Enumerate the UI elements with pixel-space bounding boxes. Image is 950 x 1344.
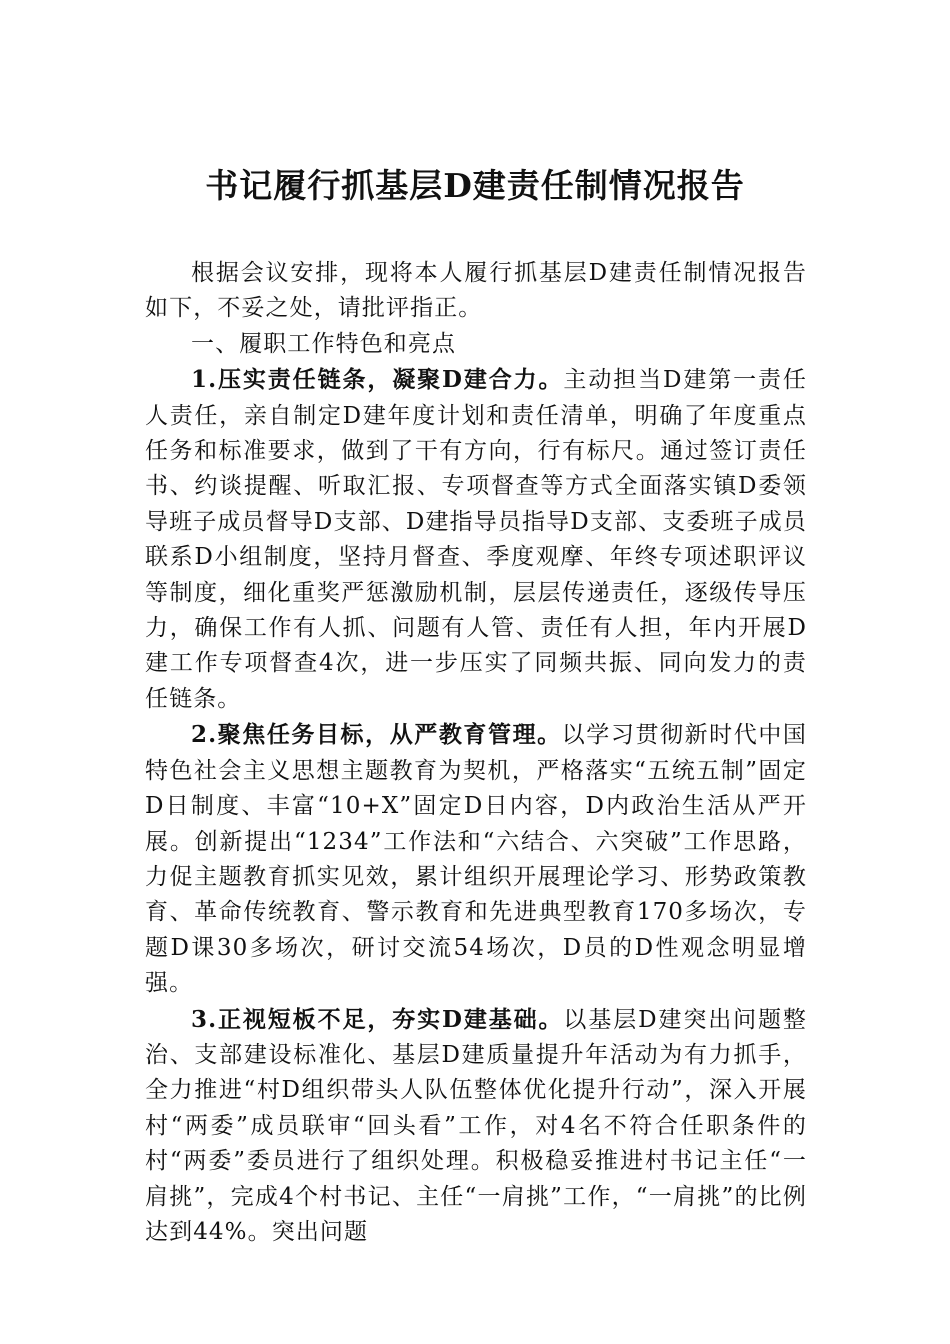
section-heading: 一、履职工作特色和亮点 (191, 330, 457, 357)
intro-paragraph: 根据会议安排，现将本人履行抓基层D建责任制情况报告如下，不妥之处，请批评指正。 (145, 260, 807, 322)
item-text: 以基层D建突出问题整治、支部建设标准化、基层D建质量提升年活动为有力抓手，全力推进“村D组织带头人队伍整体优化提升行动”，深入开展村“两委”成员联审“回头看”工作，对4名不符合任职条件的村“两委”委员进行了组织处理。积极稳妥推进村书记主任“一肩挑”，完成4个村书记、主任“一肩挑”工作，“一肩挑”的比例达到44%。突出问题 (145, 1006, 807, 1245)
item-paragraph-2 (145, 717, 807, 1001)
item-text: 以学习贯彻新时代中国特色社会主义思想主题教育为契机，严格落实“五统五制”固定D日制度、丰富“10+X”固定D日内容，D内政治生活从严开展。创新提出“1234”工作法和“六结合、六突破”工作思路，力促主题教育抓实见效，累计组织开展理论学习、形势政策教育、革命传统教育、警示教育和先进典型教育170多场次，专题D课30多场次，研讨交流54场次，D员的D性观念明显增强。 (145, 722, 807, 997)
item-paragraph-3 (145, 1002, 807, 1251)
item-lead: 3.正视短板不足，夯实D建基础。 (191, 1005, 564, 1033)
document-title: 书记履行抓基层D建责任制情况报告 (205, 166, 745, 205)
item-paragraph-1 (145, 362, 807, 717)
item-lead: 2.聚焦任务目标，从严教育管理。 (191, 721, 562, 749)
item-text: 主动担当D建第一责任人责任，亲自制定D建年度计划和责任清单，明确了年度重点任务和标准要求，做到了干有方向，行有标尺。通过签订责任书、约谈提醒、听取汇报、专项督查等方式全面落实镇D委领导班子成员督导D支部、D建指导员指导D支部、支委班子成员联系D小组制度，坚持月督查、季度观摩、年终专项述职评议等制度，细化重奖严惩激励机制，层层传递责任，逐级传导压力，确保工作有人抓、问题有人管、责任有人担，年内开展D建工作专项督查4次，进一步压实了同频共振、同向发力的责任链条。 (145, 367, 807, 712)
item-lead: 1.压实责任链条，凝聚D建合力。 (191, 366, 564, 394)
document-body (145, 256, 807, 1250)
